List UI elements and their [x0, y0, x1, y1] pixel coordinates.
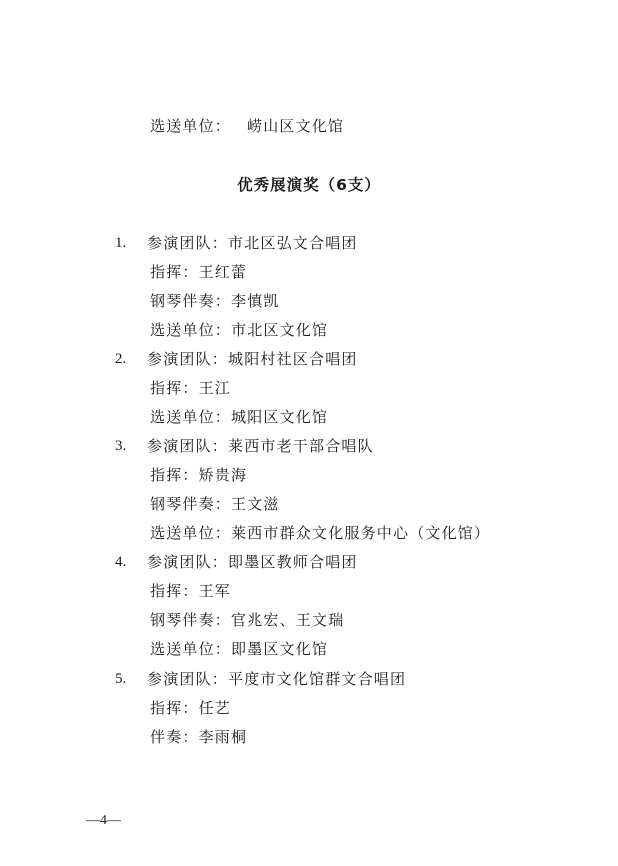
prelude-value: 崂山区文化馆 — [247, 117, 345, 135]
entry-team: 参演团队：平度市文化馆群文合唱团 — [147, 670, 407, 688]
entry-conductor: 指挥：矫贵海 — [150, 466, 248, 484]
section-heading: 优秀展演奖（6支） — [237, 176, 381, 194]
entry-unit: 选送单位：莱西市群众文化服务中心（文化馆） — [150, 524, 491, 542]
entry-unit: 选送单位：即墨区文化馆 — [150, 640, 329, 658]
entry-number: 5. — [115, 671, 127, 687]
prelude-line — [150, 116, 344, 136]
entry-conductor: 指挥：任艺 — [150, 699, 232, 717]
entry-unit: 选送单位：城阳区文化馆 — [150, 408, 329, 426]
entry-unit: 选送单位：市北区文化馆 — [150, 321, 329, 339]
entry-number: 1. — [115, 235, 127, 251]
entry-pianist: 钢琴伴奏：王文滋 — [150, 495, 280, 513]
prelude-label: 选送单位： — [150, 117, 232, 135]
entry-number: 4. — [115, 554, 127, 570]
entry-conductor: 指挥：王红蕾 — [150, 263, 248, 281]
entry-team: 参演团队：城阳村社区合唱团 — [147, 350, 358, 368]
entry-pianist: 钢琴伴奏：官兆宏、王文瑞 — [150, 611, 345, 629]
page-number: —4— — [86, 813, 121, 828]
entry-team: 参演团队：市北区弘文合唱团 — [147, 234, 358, 252]
entry-pianist: 钢琴伴奏：李慎凯 — [150, 292, 280, 310]
entry-conductor: 指挥：王军 — [150, 582, 232, 600]
entry-team: 参演团队：即墨区教师合唱团 — [147, 553, 358, 571]
entry-conductor: 指挥：王江 — [150, 379, 232, 397]
entry-team: 参演团队：莱西市老干部合唱队 — [147, 437, 374, 455]
entry-number: 2. — [115, 351, 127, 367]
entry-number: 3. — [115, 438, 127, 454]
entry-accompanist: 伴奏：李雨桐 — [150, 728, 248, 746]
